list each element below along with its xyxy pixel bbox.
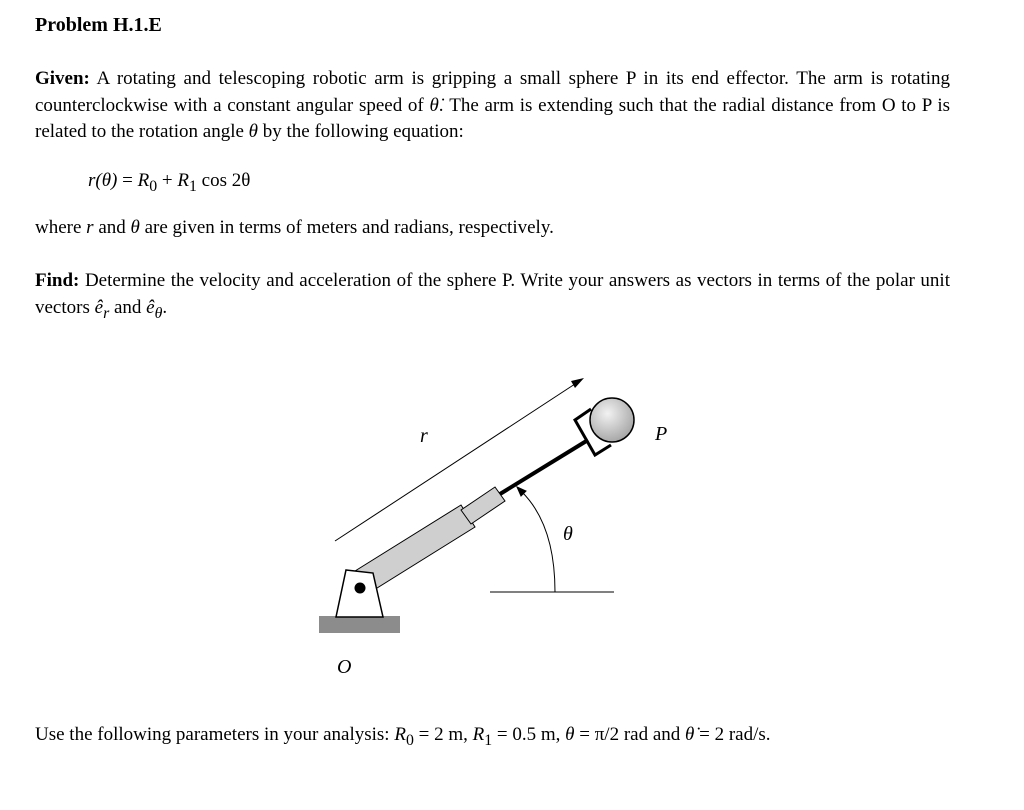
theta-label: θ bbox=[563, 523, 573, 545]
p-label: P bbox=[655, 423, 668, 445]
o-label: O bbox=[337, 656, 352, 678]
eq-r1-sub: 1 bbox=[188, 177, 197, 195]
find-text-a: Determine the velocity and acceleration of the sphere P. Write your answers as vectors in terms of the polar unit vectors bbox=[35, 270, 950, 318]
r-label: r bbox=[420, 425, 428, 447]
theta-symbol-2: θ bbox=[130, 217, 140, 238]
e-theta-symbol: ê bbox=[146, 296, 155, 318]
eq-plus: + bbox=[157, 170, 178, 191]
params-intro: Use the following parameters in your analysis: bbox=[35, 724, 395, 745]
find-and: and bbox=[109, 296, 147, 318]
param-r1-sub: 1 bbox=[484, 731, 493, 749]
eq-r0: R bbox=[137, 170, 150, 191]
param-r0-sub: 0 bbox=[405, 731, 414, 749]
e-r-symbol: ê bbox=[94, 296, 104, 318]
param-thetadot-value: = 2 rad/s. bbox=[694, 724, 771, 745]
ground-base bbox=[319, 616, 400, 633]
eq-r1: R bbox=[177, 170, 189, 191]
eq-r0-sub: 0 bbox=[149, 177, 158, 195]
param-r1-name: R bbox=[472, 724, 485, 745]
units-note-b: and bbox=[93, 217, 131, 238]
parameters-paragraph bbox=[35, 722, 950, 754]
given-label: Given: bbox=[35, 68, 90, 89]
param-thetadot-symbol: θ̇ bbox=[685, 724, 695, 745]
e-r-sub: r bbox=[103, 304, 110, 322]
param-r0-value: = 2 m, bbox=[413, 724, 473, 745]
given-text-a: A rotating and telescoping robotic arm is gripping a small sphere P in its end effector. The arm is rotating counterclockwise with a constant angular speed of bbox=[35, 68, 951, 116]
given-text-b: . The arm is extending such that the radial distance from O to P is related to the rotation angle bbox=[35, 94, 950, 142]
param-r1-value: = 0.5 m, bbox=[492, 724, 566, 745]
units-note-a: where bbox=[35, 217, 87, 238]
theta-symbol: θ bbox=[248, 121, 259, 142]
find-label: Find: bbox=[35, 270, 80, 291]
sphere-p bbox=[590, 398, 634, 442]
problem-title: Problem H.1.E bbox=[35, 14, 162, 36]
param-theta-symbol: θ bbox=[565, 724, 575, 745]
e-theta-sub: θ bbox=[154, 304, 163, 322]
units-note-c: are given in terms of meters and radians, respectively. bbox=[139, 217, 554, 238]
param-r0-name: R bbox=[394, 724, 406, 745]
arm-inner-cylinder bbox=[461, 487, 505, 524]
r-symbol: r bbox=[86, 217, 94, 238]
eq-cos-term: cos 2θ bbox=[196, 170, 251, 191]
eq-equals: = bbox=[117, 170, 138, 191]
param-theta-value: = π/2 rad and bbox=[574, 724, 686, 745]
given-text-c: by the following equation: bbox=[258, 121, 464, 142]
theta-dot-symbol: θ̇ bbox=[429, 94, 439, 116]
find-end: . bbox=[162, 296, 168, 318]
eq-lhs: r(θ) bbox=[88, 170, 118, 191]
r-arrow-head bbox=[571, 378, 584, 388]
pivot-pin bbox=[355, 583, 366, 594]
theta-arc bbox=[522, 492, 555, 592]
arm-rod bbox=[500, 440, 588, 494]
